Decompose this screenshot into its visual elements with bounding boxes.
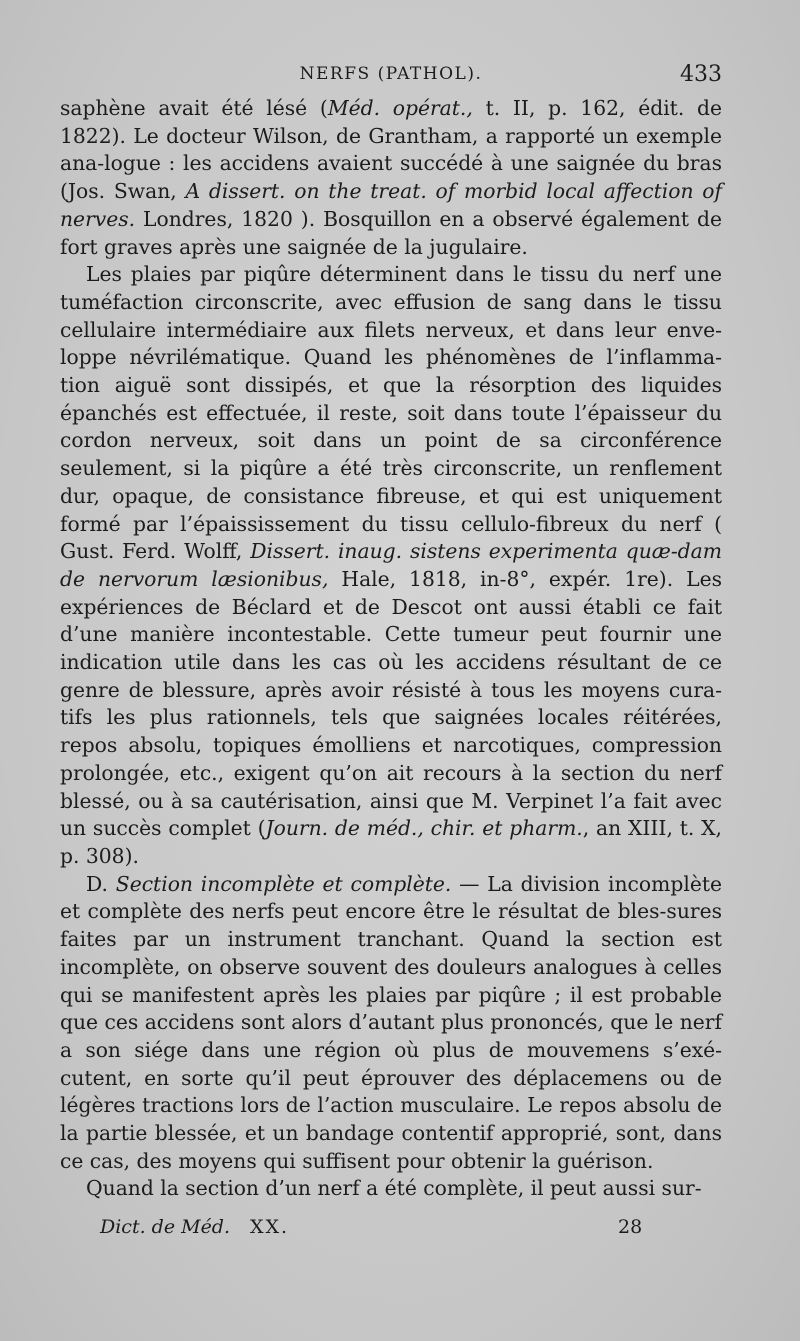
text-run: , an XIII, t. X, p. 308). xyxy=(60,816,722,868)
footer-signature-number: 28 xyxy=(618,1216,643,1238)
running-head: NERFS (PATHOL). xyxy=(299,64,483,84)
text-run: D. xyxy=(86,871,116,896)
text-run: t. II, p. 162, édit. de 1822). Le docteur Wilson, de Grantham, a rapporté un exemple ana-logue : les accidens avaient succédé à une saignée du bras (Jos. Swan, xyxy=(60,96,723,204)
italic-citation: A dissert. on the treat. of morbid local affection of nerves. xyxy=(60,179,722,231)
footer-volume: XX. xyxy=(250,1216,290,1238)
body-text xyxy=(60,95,722,1203)
page-header xyxy=(60,62,722,88)
text-run: — La division incomplète et complète des nerfs peut encore être le résultat de bles-sures faites par un instrument tranchant. Quand la section est incomplète, on observe souvent des douleurs analogues à celles qui se manifestent après les plaies par piqûre ; il est probable que ces accidens sont alors d’autant plus prononcés, que le nerf a son siége dans une région où plus de mouvemens s’exé-cutent, en sorte qu’il peut éprouver des déplacemens ou de légères tractions lors de l’action musculaire. Le repos absolu de la partie blessée, et un bandage contentif approprié, sont, dans ce cas, des moyens qui suffisent pour obtenir la guérison. xyxy=(60,871,722,1173)
italic-citation: Journ. de méd., chir. et pharm. xyxy=(265,816,583,841)
text-run: Londres, 1820 ). Bosquillon en a observé également de fort graves après une saignée de la jugulaire. xyxy=(60,206,722,259)
italic-citation: Section incomplète et complète. xyxy=(115,871,452,896)
paragraph xyxy=(60,1175,722,1203)
text-run: Quand la section d’un nerf a été complète, il peut aussi sur- xyxy=(86,1176,702,1201)
paragraph xyxy=(60,95,722,261)
text-run: Hale, 1818, in-8°, expér. 1re). Les expériences de Béclard et de Descot ont aussi établi ce fait d’une manière incontestable. Cette tumeur peut fournir une indication utile dans les cas où les accidens résultant de ce genre de blessure, après avoir résisté à tous les moyens cura-tifs les plus rationnels, tels que saignées locales réitérées, repos absolu, topiques émolliens et narcotiques, compression prolongée, etc., exigent qu’on ait recours à la section du nerf blessé, ou à sa cautérisation, ainsi que M. Verpinet l’a fait avec un succès complet ( xyxy=(60,566,722,841)
footer-book-title: Dict. de Méd. xyxy=(100,1216,231,1238)
text-run: saphène avait été lésé ( xyxy=(60,96,328,120)
page-footer xyxy=(100,1216,660,1244)
paragraph xyxy=(60,261,722,870)
paragraph xyxy=(60,871,722,1176)
page-number: 433 xyxy=(680,62,722,87)
text-run: Les plaies par piqûre déterminent dans le tissu du nerf une tuméfaction circonscrite, avec effusion de sang dans le tissu cellulaire intermédiaire aux filets nerveux, et dans leur enve-loppe névrilématique. Quand les phénomènes de l’inflamma-tion aiguë sont dissipés, et que la résorption des liquides épanchés est effectuée, il reste, soit dans toute l’épaisseur du cordon nerveux, soit dans un point de sa circonférence seulement, si la piqûre a été très circonscrite, un renflement dur, opaque, de consistance fibreuse, et qui est uniquement formé par l’épaississement du tissu cellulo-fibreux du nerf ( Gust. Ferd. Wolff, xyxy=(60,262,722,564)
italic-citation: Dissert. inaug. sistens experimenta quæ-dam de nervorum læsionibus, xyxy=(60,539,722,591)
italic-citation: Méd. opérat., xyxy=(327,96,473,120)
